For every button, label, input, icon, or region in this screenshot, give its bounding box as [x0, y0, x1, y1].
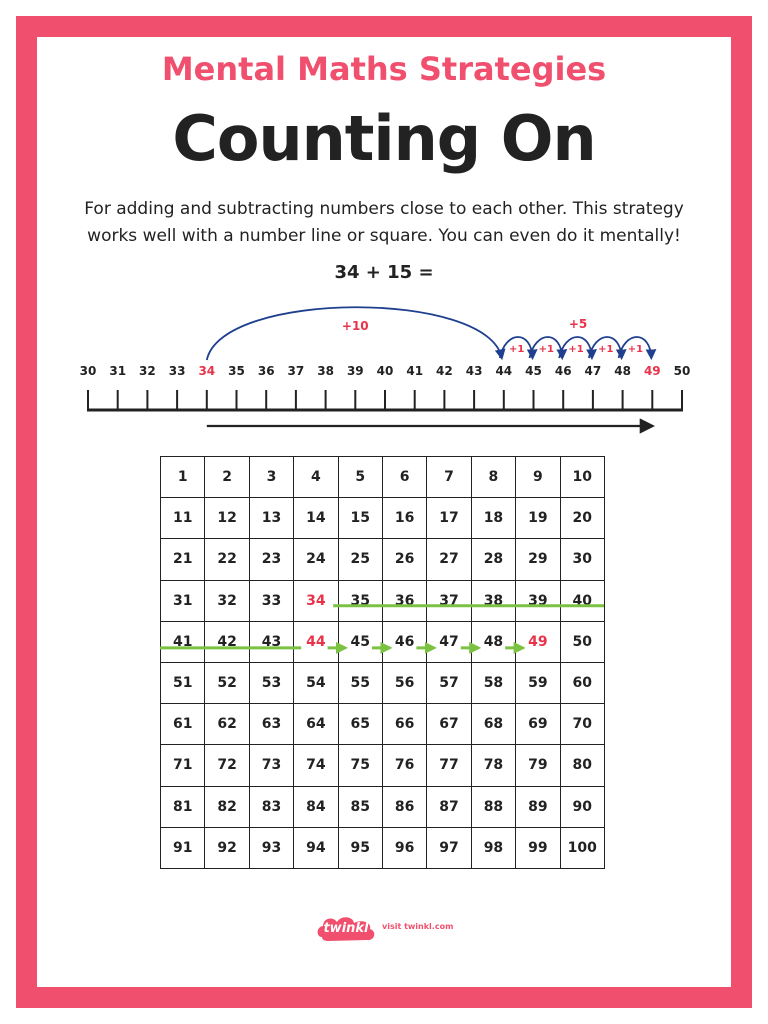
grid-cell-66: 66 — [382, 704, 426, 745]
number-line-label-32: 32 — [139, 364, 156, 378]
grid-cell-89: 89 — [516, 786, 560, 827]
grid-cell-40: 40 — [560, 580, 604, 621]
grid-cell-69: 69 — [516, 704, 560, 745]
grid-cell-19: 19 — [516, 498, 560, 539]
number-line-label-44: 44 — [495, 364, 513, 378]
grid-cell-53: 53 — [249, 662, 293, 703]
grid-cell-29: 29 — [516, 539, 560, 580]
grid-cell-80: 80 — [560, 745, 604, 786]
grid-cell-33: 33 — [249, 580, 293, 621]
grid-cell-27: 27 — [427, 539, 471, 580]
big-jump-arc — [207, 307, 502, 360]
logo-text: twinkl — [323, 921, 369, 936]
grid-cell-21: 21 — [161, 539, 205, 580]
grid-cell-65: 65 — [338, 704, 382, 745]
grid-cell-90: 90 — [560, 786, 604, 827]
grid-cell-52: 52 — [205, 662, 249, 703]
grid-row — [161, 786, 605, 827]
grid-cell-9: 9 — [516, 457, 560, 498]
grid-cell-2: 2 — [205, 457, 249, 498]
grid-cell-76: 76 — [382, 745, 426, 786]
grid-cell-34: 34 — [294, 580, 338, 621]
number-line-label-49: 49 — [643, 364, 661, 378]
grid-cell-38: 38 — [471, 580, 515, 621]
grid-cell-62: 62 — [205, 704, 249, 745]
small-jump-label: +1 — [598, 344, 614, 355]
grid-cell-51: 51 — [161, 662, 205, 703]
number-line-label-41: 41 — [406, 364, 424, 378]
grid-cell-64: 64 — [294, 704, 338, 745]
grid-cell-10: 10 — [560, 457, 604, 498]
number-line-label-48: 48 — [614, 364, 631, 378]
grid-cell-77: 77 — [427, 745, 471, 786]
grid-cell-22: 22 — [205, 539, 249, 580]
number-line-label-37: 37 — [287, 364, 305, 378]
grid-cell-75: 75 — [338, 745, 382, 786]
grid-cell-24: 24 — [294, 539, 338, 580]
grid-cell-70: 70 — [560, 704, 604, 745]
small-jump-label: +1 — [508, 344, 525, 355]
grid-cell-59: 59 — [516, 662, 560, 703]
grid-cell-74: 74 — [294, 745, 338, 786]
grid-row — [161, 745, 605, 786]
grid-cell-32: 32 — [205, 580, 249, 621]
small-jump-label: +1 — [568, 344, 584, 355]
grid-cell-94: 94 — [294, 827, 338, 868]
grid-cell-1: 1 — [161, 457, 205, 498]
number-line-label-31: 31 — [109, 364, 127, 378]
grid-cell-67: 67 — [427, 704, 471, 745]
number-line — [0, 300, 768, 440]
number-line-label-39: 39 — [346, 364, 364, 378]
grid-cell-5: 5 — [338, 457, 382, 498]
grid-cell-46: 46 — [382, 621, 426, 662]
grid-cell-97: 97 — [427, 827, 471, 868]
grid-cell-43: 43 — [249, 621, 293, 662]
grid-cell-98: 98 — [471, 827, 515, 868]
grid-cell-28: 28 — [471, 539, 515, 580]
page-title: Counting On — [172, 102, 596, 175]
grid-row — [161, 662, 605, 703]
grid-cell-41: 41 — [161, 621, 205, 662]
number-line-label-40: 40 — [376, 364, 394, 378]
grid-cell-6: 6 — [382, 457, 426, 498]
visit-link[interactable]: visit twinkl.com — [382, 922, 454, 931]
grid-cell-26: 26 — [382, 539, 426, 580]
grid-row — [161, 704, 605, 745]
grid-cell-3: 3 — [249, 457, 293, 498]
grid-cell-55: 55 — [338, 662, 382, 703]
grid-cell-35: 35 — [338, 580, 382, 621]
small-jump-label: +1 — [627, 344, 644, 355]
grid-cell-93: 93 — [249, 827, 293, 868]
grid-cell-8: 8 — [471, 457, 515, 498]
grid-cell-79: 79 — [516, 745, 560, 786]
grid-cell-88: 88 — [471, 786, 515, 827]
grid-cell-71: 71 — [161, 745, 205, 786]
grid-cell-92: 92 — [205, 827, 249, 868]
grid-cell-42: 42 — [205, 621, 249, 662]
grid-cell-25: 25 — [338, 539, 382, 580]
grid-cell-50: 50 — [560, 621, 604, 662]
grid-cell-78: 78 — [471, 745, 515, 786]
grid-cell-58: 58 — [471, 662, 515, 703]
grid-row — [161, 539, 605, 580]
grid-cell-73: 73 — [249, 745, 293, 786]
grid-cell-30: 30 — [560, 539, 604, 580]
number-line-label-35: 35 — [228, 364, 245, 378]
grid-cell-56: 56 — [382, 662, 426, 703]
grid-cell-96: 96 — [382, 827, 426, 868]
grid-cell-17: 17 — [427, 498, 471, 539]
grid-cell-49: 49 — [516, 621, 560, 662]
grid-cell-48: 48 — [471, 621, 515, 662]
number-line-label-38: 38 — [317, 364, 334, 378]
grid-cell-36: 36 — [382, 580, 426, 621]
grid-cell-84: 84 — [294, 786, 338, 827]
grid-cell-15: 15 — [338, 498, 382, 539]
grid-row — [161, 498, 605, 539]
number-line-label-43: 43 — [465, 364, 483, 378]
big-jump-label: +10 — [341, 319, 369, 333]
number-line-label-30: 30 — [79, 364, 97, 378]
grid-cell-54: 54 — [294, 662, 338, 703]
grid-cell-12: 12 — [205, 498, 249, 539]
grid-cell-31: 31 — [161, 580, 205, 621]
grid-row — [161, 621, 605, 662]
small-jump-label: +1 — [538, 344, 555, 355]
number-line-label-50: 50 — [673, 364, 691, 378]
grid-cell-16: 16 — [382, 498, 426, 539]
grid-cell-4: 4 — [294, 457, 338, 498]
grid-cell-13: 13 — [249, 498, 293, 539]
equation: 34 + 15 = — [334, 262, 434, 283]
number-line-label-33: 33 — [168, 364, 186, 378]
grid-cell-83: 83 — [249, 786, 293, 827]
grid-cell-23: 23 — [249, 539, 293, 580]
number-line-label-46: 46 — [554, 364, 572, 378]
number-line-label-45: 45 — [525, 364, 542, 378]
small-jumps-total-label: +5 — [568, 317, 588, 331]
grid-cell-99: 99 — [516, 827, 560, 868]
grid-cell-7: 7 — [427, 457, 471, 498]
grid-cell-44: 44 — [294, 621, 338, 662]
grid-cell-85: 85 — [338, 786, 382, 827]
grid-cell-61: 61 — [161, 704, 205, 745]
grid-cell-47: 47 — [427, 621, 471, 662]
number-line-label-42: 42 — [436, 364, 453, 378]
grid-cell-45: 45 — [338, 621, 382, 662]
grid-cell-68: 68 — [471, 704, 515, 745]
grid-cell-11: 11 — [161, 498, 205, 539]
grid-cell-20: 20 — [560, 498, 604, 539]
grid-cell-72: 72 — [205, 745, 249, 786]
grid-cell-95: 95 — [338, 827, 382, 868]
grid-cell-39: 39 — [516, 580, 560, 621]
hundred-square — [160, 456, 605, 869]
grid-row — [161, 457, 605, 498]
grid-row — [161, 580, 605, 621]
page-subtitle: Mental Maths Strategies — [161, 50, 607, 88]
grid-cell-37: 37 — [427, 580, 471, 621]
grid-cell-60: 60 — [560, 662, 604, 703]
grid-cell-63: 63 — [249, 704, 293, 745]
number-line-label-47: 47 — [584, 364, 602, 378]
number-line-label-34: 34 — [198, 364, 216, 378]
grid-cell-82: 82 — [205, 786, 249, 827]
grid-row — [161, 827, 605, 868]
grid-cell-86: 86 — [382, 786, 426, 827]
grid-cell-100: 100 — [560, 827, 604, 868]
grid-cell-57: 57 — [427, 662, 471, 703]
grid-cell-14: 14 — [294, 498, 338, 539]
intro-text: For adding and subtracting numbers close to each other. This strategy works well with a number line or square. You can even do it mentally! — [84, 199, 684, 246]
grid-cell-81: 81 — [161, 786, 205, 827]
number-line-label-36: 36 — [257, 364, 275, 378]
grid-cell-18: 18 — [471, 498, 515, 539]
grid-cell-91: 91 — [161, 827, 205, 868]
grid-cell-87: 87 — [427, 786, 471, 827]
